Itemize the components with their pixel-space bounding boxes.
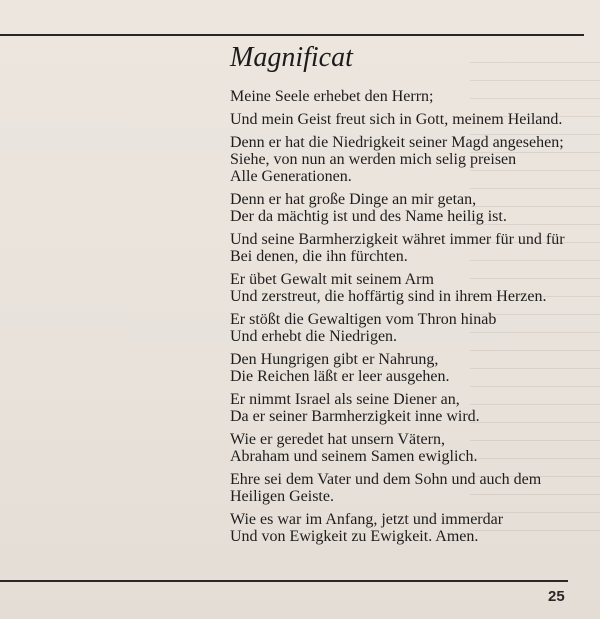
lyric-line: Alle Generationen. (230, 168, 352, 185)
lyric-line: Und zerstreut, die hoffärtig sind in ihrem Herzen. (230, 288, 547, 305)
bottom-rule (0, 580, 568, 582)
stanza (230, 111, 590, 128)
stanza (230, 134, 590, 185)
stanza (230, 471, 590, 505)
stanza (230, 191, 590, 225)
top-rule (0, 34, 584, 36)
stanza (230, 391, 590, 425)
stanza (230, 311, 590, 345)
stanza (230, 511, 590, 545)
lyric-line: Siehe, von nun an werden mich selig preisen (230, 151, 517, 168)
lyric-line: Und mein Geist freut sich in Gott, meinem Heiland. (230, 111, 563, 128)
stanza (230, 231, 590, 265)
stanza (230, 271, 590, 305)
lyric-line: Da er seiner Barmherzigkeit inne wird. (230, 408, 480, 425)
lyric-line: Und erhebt die Niedrigen. (230, 328, 398, 345)
lyric-line: Heiligen Geiste. (230, 488, 334, 505)
lyrics-text (230, 88, 590, 551)
stanza (230, 351, 590, 385)
lyric-line: Die Reichen läßt er leer ausgehen. (230, 368, 450, 385)
lyric-line: Er nimmt Israel als seine Diener an, (230, 391, 460, 408)
stanza (230, 431, 590, 465)
lyric-line: Den Hungrigen gibt er Nahrung, (230, 351, 439, 368)
lyric-line: Denn er hat große Dinge an mir getan, (230, 191, 477, 208)
lyric-line: Wie es war im Anfang, jetzt und immerdar (230, 511, 504, 528)
page-number: 25 (548, 588, 565, 605)
lyric-line: Und seine Barmherzigkeit währet immer für und für (230, 231, 565, 248)
page-title: Magnificat (230, 42, 353, 73)
lyric-line: Meine Seele erhebet den Herrn; (230, 88, 434, 105)
lyric-line: Abraham und seinem Samen ewiglich. (230, 448, 478, 465)
lyric-line: Wie er geredet hat unsern Vätern, (230, 431, 445, 448)
stanza (230, 88, 590, 105)
lyric-line: Ehre sei dem Vater und dem Sohn und auch dem (230, 471, 542, 488)
lyric-line: Bei denen, die ihn fürchten. (230, 248, 408, 265)
lyric-line: Er stößt die Gewaltigen vom Thron hinab (230, 311, 497, 328)
lyric-line: Er übet Gewalt mit seinem Arm (230, 271, 434, 288)
lyric-line: Der da mächtig ist und des Name heilig ist. (230, 208, 507, 225)
lyric-line: Und von Ewigkeit zu Ewigkeit. Amen. (230, 528, 479, 545)
lyric-line: Denn er hat die Niedrigkeit seiner Magd angesehen; (230, 134, 564, 151)
